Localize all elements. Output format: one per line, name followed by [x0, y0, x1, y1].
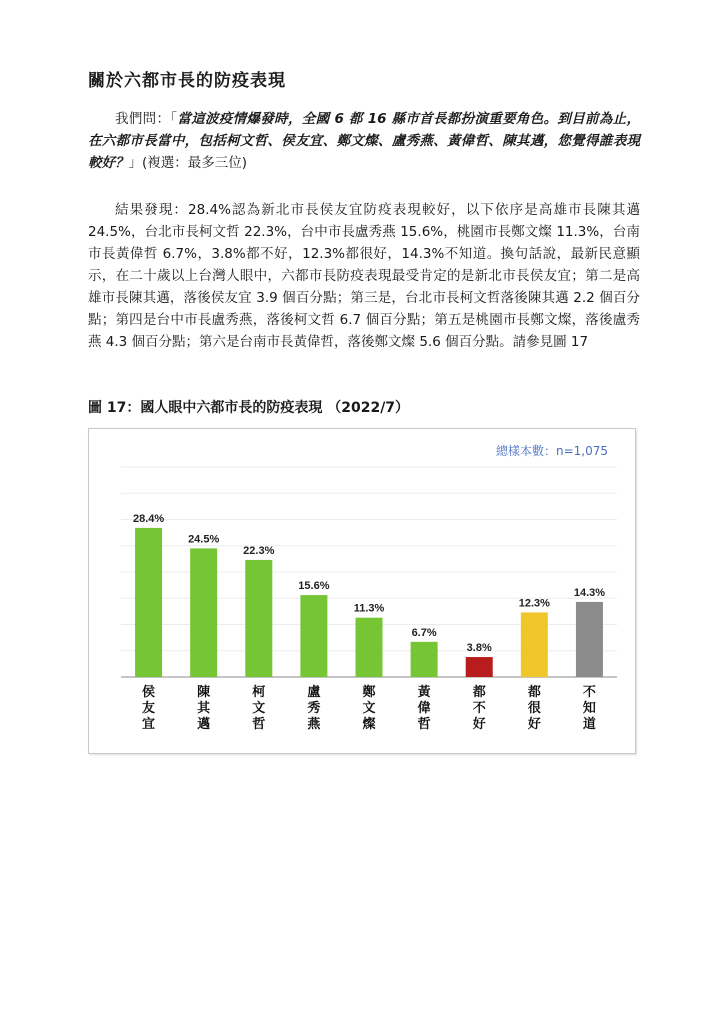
page-title: 關於六都市長的防疫表現	[88, 71, 286, 91]
category-label: 陳	[197, 685, 211, 700]
category-label: 柯	[252, 685, 266, 700]
value-label: 11.3%	[353, 602, 385, 615]
category-label: 好	[527, 717, 541, 732]
category-label: 鄭	[362, 685, 376, 700]
category-label: 燕	[307, 717, 321, 732]
value-label: 28.4%	[132, 512, 165, 525]
bar-鄭文燦	[356, 618, 383, 677]
bar-chart	[88, 428, 636, 754]
value-label: 15.6%	[298, 580, 330, 593]
category-label: 知	[582, 701, 596, 716]
category-label: 黃	[417, 685, 431, 700]
category-label: 友	[142, 701, 156, 716]
bar-都不好	[466, 657, 493, 677]
bar-侯友宜	[135, 528, 162, 677]
category-label: 好	[472, 717, 486, 732]
value-label: 14.3%	[573, 586, 606, 599]
bar-黃偉哲	[411, 642, 438, 677]
figure-caption: 圖 17：國人眼中六都市長的防疫表現 （2022/7）	[88, 400, 410, 416]
category-label: 都	[472, 685, 486, 700]
category-label: 文	[362, 701, 376, 716]
value-label: 3.8%	[466, 642, 492, 655]
value-label: 24.5%	[188, 533, 220, 546]
category-label: 不	[472, 701, 486, 716]
question-paragraph	[88, 108, 640, 174]
category-label: 不	[582, 685, 596, 700]
category-label: 哲	[417, 717, 431, 732]
bar-盧秀燕	[300, 595, 327, 677]
category-label: 侯	[142, 685, 156, 700]
findings-paragraph: 結果發現：28.4%認為新北市長侯友宜防疫表現較好，以下依序是高雄市長陳其邁 24.5%，台北市長柯文哲 22.3%，台中市長盧秀燕 15.6%，桃園市長鄭文燦 11.3%，台南市長黃偉哲 6.7%，3.8%都不好，12.3%都很好，14.3%不知道。換句話說，最新民意顯示，在二十歲以上台灣人眼中，六都市長防疫表現最受肯定的是新北市長侯友宜；第二是高雄市長陳其邁，落後侯友宜 3.9 個百分點；第三是，台北市長柯文哲落後陳其邁 2.2 個百分點；第四是台中市長盧秀燕，落後柯文哲 6.7 個百分點；第五是桃園市長鄭文燦，落後盧秀燕 4.3 個百分點；第六是台南市長黃偉哲，落後鄭文燦 5.6 個百分點。請參見圖 17	[88, 202, 640, 350]
value-label: 6.7%	[411, 626, 437, 639]
bar-不知道	[576, 602, 603, 677]
category-label: 很	[527, 701, 541, 716]
category-label: 文	[252, 701, 266, 716]
question-prefix: 我們問：「	[115, 111, 178, 127]
category-label: 道	[582, 717, 596, 732]
category-label: 偉	[417, 701, 431, 716]
category-label: 宜	[142, 717, 156, 732]
category-label: 秀	[307, 701, 321, 716]
sample-size-note: 總樣本數：n=1,075	[495, 444, 608, 458]
category-label: 燦	[362, 717, 376, 732]
value-label: 22.3%	[243, 544, 275, 557]
chart-canvas	[89, 429, 637, 755]
question-text: 當這波疫情爆發時，全國 6 都 16 縣市首長都扮演重要角色。到目前為止，在六都市長當中，包括柯文哲、侯友宜、鄭文燦、盧秀燕、黃偉哲、陳其邁，您覺得誰表現較好？	[88, 111, 641, 171]
bar-陳其邁	[190, 548, 217, 677]
category-label: 邁	[197, 717, 211, 732]
bar-柯文哲	[245, 560, 272, 677]
category-label: 盧	[307, 685, 321, 700]
category-label: 哲	[252, 717, 266, 732]
question-suffix: 」(複選：最多三位)	[128, 155, 248, 171]
category-label: 都	[527, 685, 541, 700]
value-label: 12.3%	[518, 597, 550, 610]
category-label: 其	[197, 701, 211, 716]
bar-都很好	[521, 612, 548, 677]
